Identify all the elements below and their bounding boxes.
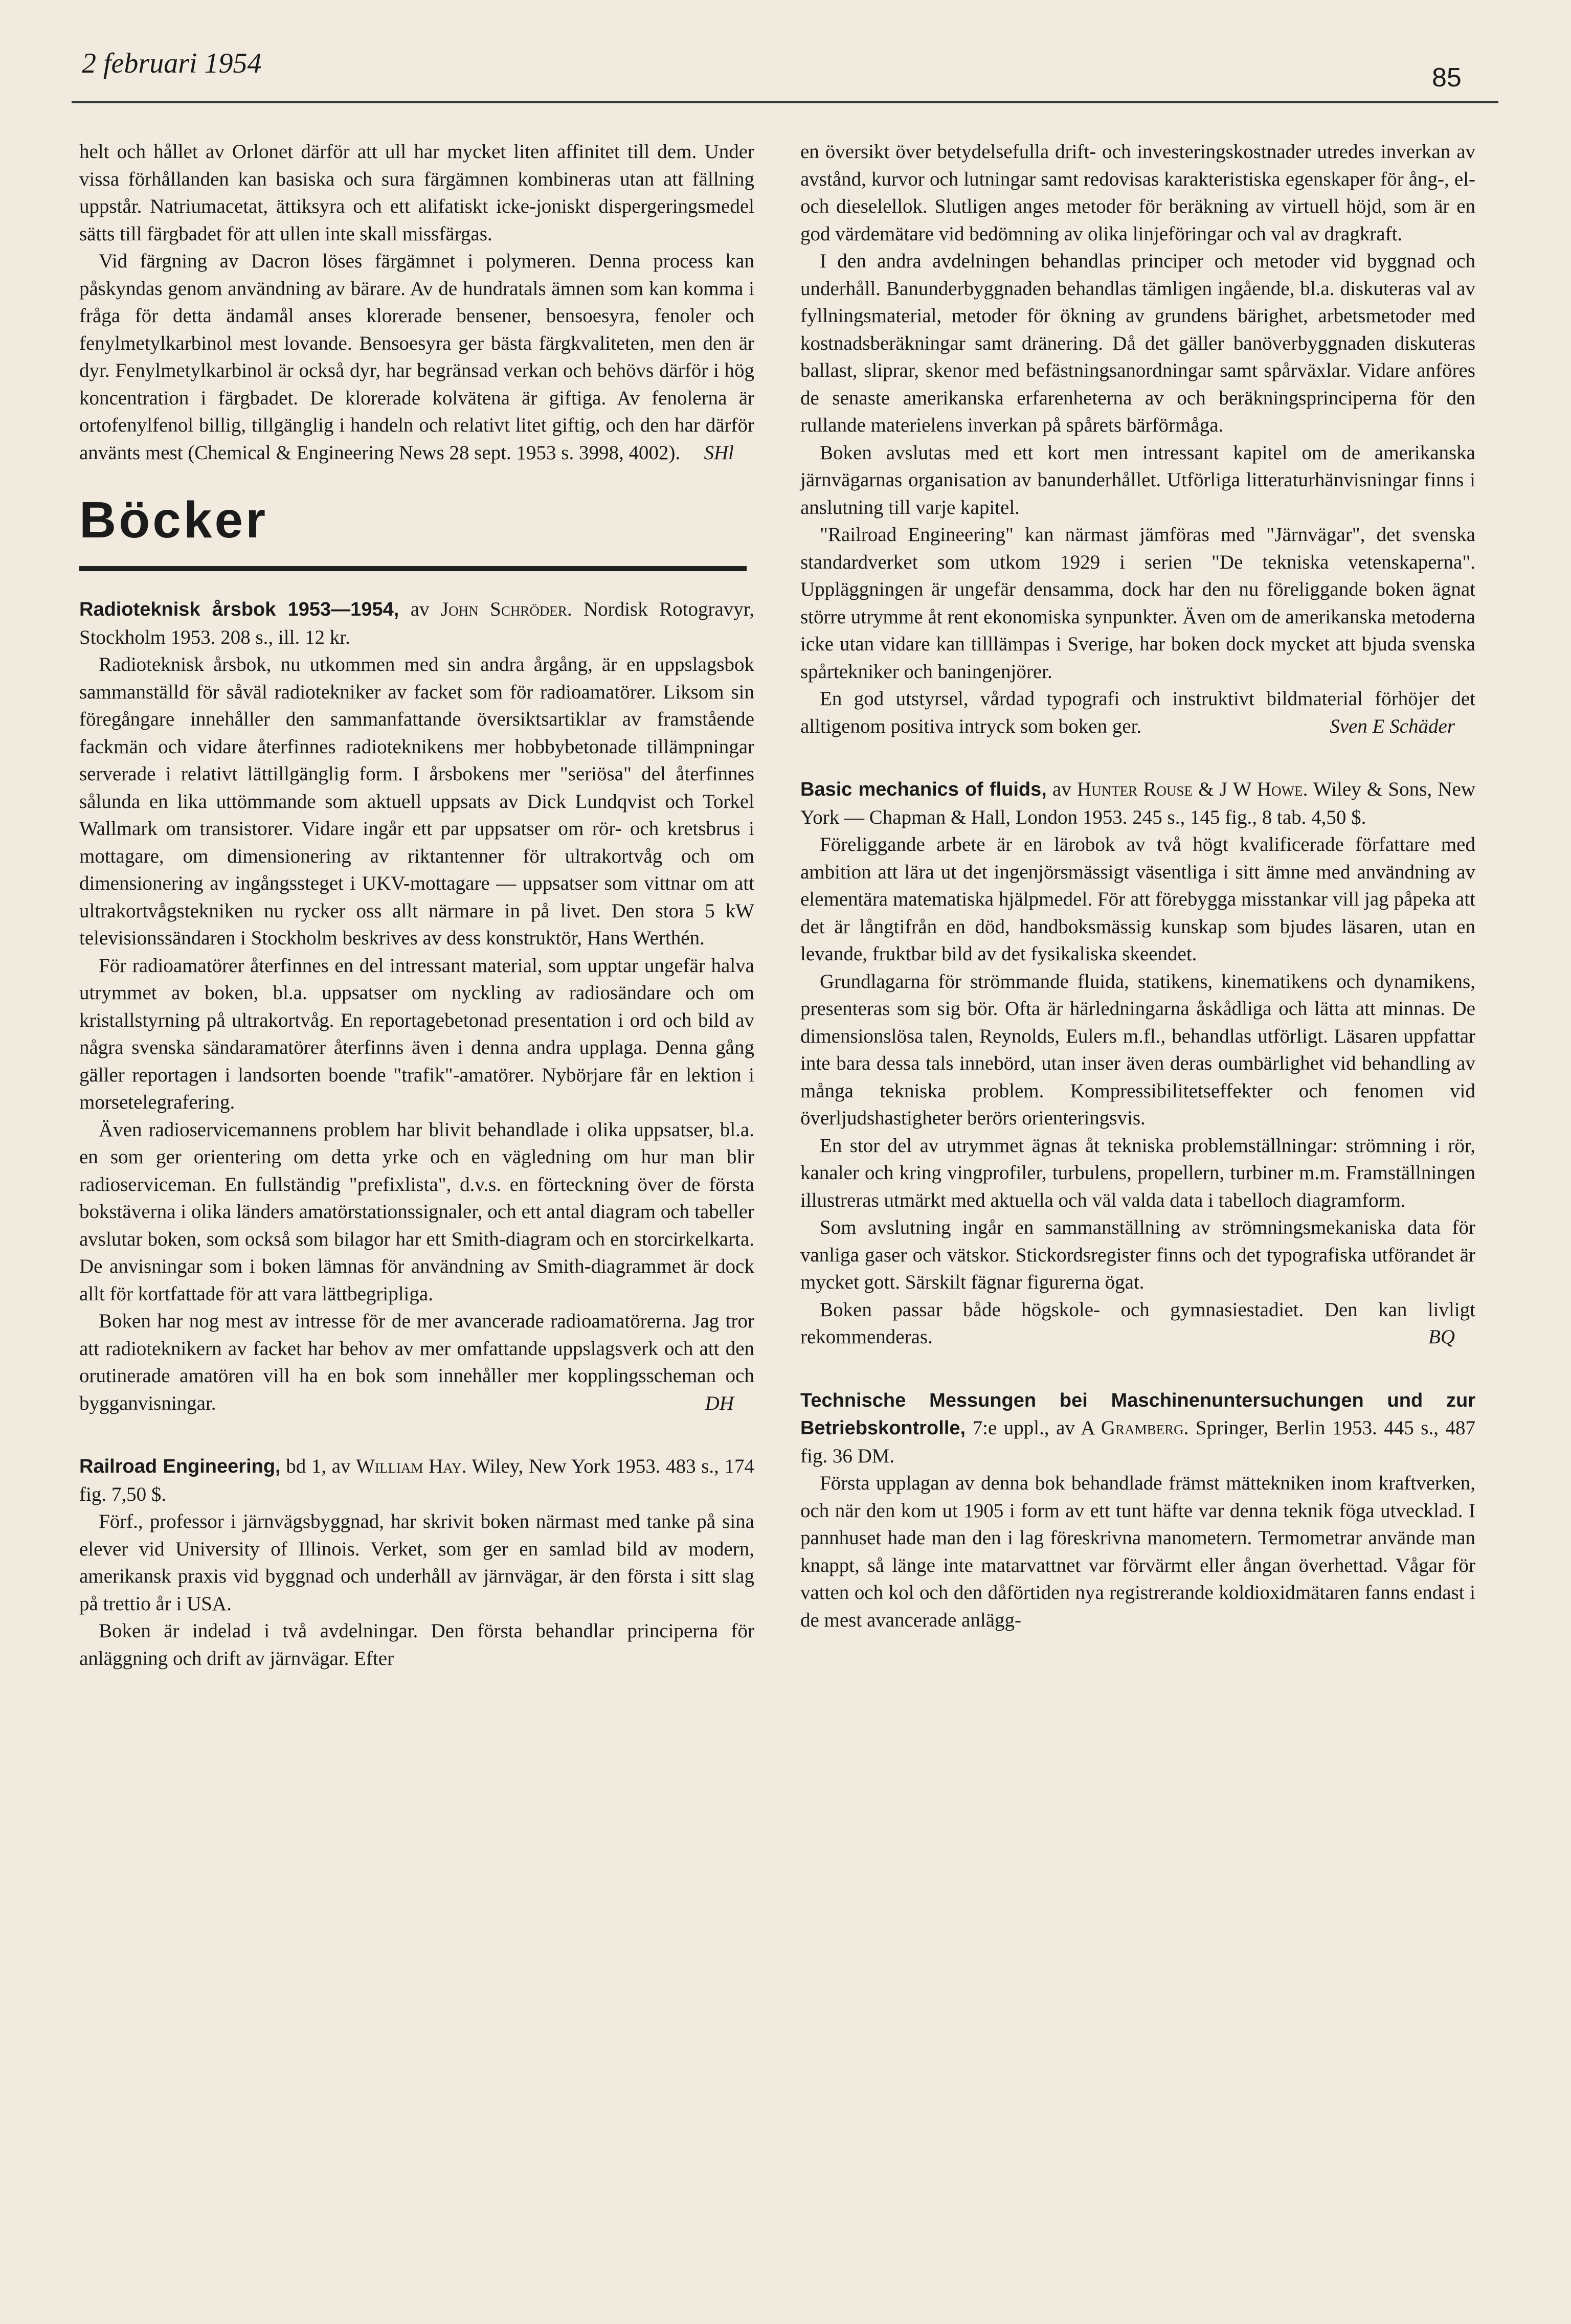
page-number: 85: [1432, 63, 1462, 93]
review-paragraph: Grundlagarna för strömmande fluida, statikens, kinematikens och dynamikens, presenteras som sig bör. Ofta är härledningarna åskådliga och lätta att minnas. De dimensionslösa talen, Reynolds, Eulers m.fl., behandlas utförligt. Läsaren uppfattar inte bara dessa tals innebörd, utan inser även deras oumbärlighet vid behandling av många tekniska problem. Kompressibilitetseffekter och fenomen vid överljudshastigheter berörs orienteringsvis.: [800, 970, 1475, 1129]
paragraph-text: Boken har nog mest av intresse för de mer avancerade radioamatörerna. Jag tror att radioteknikern av facket har behov av mer omfattande uppslagsverk och att den orutinerade amatören vill ha en bok som innehåller mer kopplingsscheman och bygganvisningar.: [79, 1310, 754, 1414]
intro-paragraph: helt och hållet av Orlonet därför att ull har mycket liten affinitet till dem. Under vissa förhållanden kan basiska och sura färgämnen kombineras utan att fällning uppstår. Natriumacetat, ättiksyra och ett alifatiskt icke-joniskt dispergeringsmedel sätts till färgbadet för att ullen inte skall missfärgas.: [79, 141, 754, 245]
review-paragraph: Även radioservicemannens problem har blivit behandlade i olika uppsatser, bl.a. en som ger orientering om detta yrke och en vägledning om hur man blir radioserviceman. En fullständig "prefixlista", d.v.s. en förteckning över de första bokstäverna i olika länders amatörstationssignaler, och ett antal diagram och tabeller avslutar boken, som också som bilagor har ett Smith-diagram och en storcirkelkarta. De anvisningar som i boken lämnas för användning av Smith-diagrammet är dock allt för kortfattade för att vara lättbegripliga.: [79, 1118, 754, 1305]
review-paragraph: Förf., professor i järnvägsbyggnad, har skrivit boken närmast med tanke på sina elever vid University of Illinois. Verket, som ger en samlad bild av modern, amerikansk praxis vid byggnad och underhåll av järnvägar, är den första i sitt slag på trettio år i USA.: [79, 1510, 754, 1615]
header-rule: [72, 101, 1498, 103]
review-paragraph: För radioamatörer återfinnes en del intressant material, som upptar ungefär halva utrymmet av boken, bl.a. uppsatser om nyckling av radiosändare och om kristallstyrning på ultrakortvåg. En reportagebetonad presentation i ord och bild av några svenska sändaramatörer återfinns även i denna andra upplaga. Denna gång gäller reportagen i landsorten boende "trafik"-amatörer. Nybörjare får en lektion i morsetelegrafering.: [79, 954, 754, 1113]
book-edition: 7:e uppl., av A: [966, 1417, 1101, 1439]
book-details: . Springer, Berlin 1953. 445 s., 487 fig. 36 DM.: [800, 1417, 1475, 1467]
book-details: . Wiley, New York 1953. 483 s., 174 fig. 7,50 $.: [79, 1455, 754, 1505]
review-paragraph: en översikt över betydelsefulla drift- och investeringskostnader utredes inverkan av avstånd, kurvor och lutningar samt redovisas karakteristiska egenskaper för ång-, el- och dieselellok. Slutligen anges metoder för beräkning av virtuell höjd, som är en god värdemätare vid bedömning av olika linjeföringar och val av dragkraft.: [800, 141, 1475, 245]
book-by: av: [1046, 778, 1078, 800]
review-paragraph: En stor del av utrymmet ägnas åt tekniska problemställningar: strömning i rör, kanaler och kring vingprofiler, turbulens, propellern, turbiner m.m. Framställningen illustreras utmärkt med aktuella och väl valda data i tabelloch diagramform.: [800, 1134, 1475, 1211]
review-paragraph: I den andra avdelningen behandlas principer och metoder vid byggnad och underhåll. Banunderbyggnaden behandlas tämligen ingående, bl.a. diskuteras val av fyllningsmaterial, metoder för ökning av grundens bärighet, arbetsmetoder med kostnadsberäkningar samt dränering. Då det gäller banöverbyggnaden diskuteras ballast, sliprar, skenor med befästningsanordningar samt spårväxlar. Vidare anföres de senaste amerikanska erfarenheterna av och beräkningsprinciperna för den rullande materielens inverkan på spårets bärförmåga.: [800, 250, 1475, 436]
paragraph-text: Vid färgning av Dacron löses färgämnet i polymeren. Denna process kan påskyndas genom användning av bärare. Av de hundratals ämnen som kan komma i fråga för detta ändamål anses klorerade bensener, bensoesyra, fenoler och fenylmetylkarbinol mest lovande. Bensoesyra ger bästa färgkvaliteten, men den är dyr. Fenylmetylkarbinol är också dyr, har begränsad verkan och behövs därför i hög koncentration i färgbadet. De klorerade kolvätena är giftiga. Av fenolerna är ortofenylfenol billig, tillgänglig i handeln och relativt litet giftig, och den har därför använts mest (Chemical & Engineering News 28 sept. 1953 s. 3998, 4002).: [79, 250, 754, 464]
page-date: 2 februari 1954: [82, 48, 262, 79]
paragraph-text: Boken passar både högskole- och gymnasiestadiet. Den kan livligt rekommenderas.: [800, 1298, 1475, 1348]
section-rule: [79, 566, 747, 571]
book-heading: [79, 1453, 754, 1508]
book-details: . Wiley & Sons, New York — Chapman & Hall, London 1953. 245 s., 145 fig., 8 tab. 4,50 $.: [800, 778, 1475, 828]
right-column: [800, 138, 1475, 1634]
book-details: . Nordisk Rotogravyr, Stockholm 1953. 208 s., ill. 12 kr.: [79, 598, 754, 648]
review-paragraph: Föreliggande arbete är en lärobok av två högt kvalificerade författare med ambition att lära ut det ingenjörsmässigt väsentliga i sitt ämne med användning av elementära matematiska hjälpmedel. För att förebygga misstankar vill jag påpeka att det är långtifrån en död, handboksmässig kunskap som bjudes läsaren, utan en levande, fruktbar bild av det fysikaliska skeendet.: [800, 833, 1475, 965]
review-paragraph: Boken avslutas med ett kort men intressant kapitel om de amerikanska järnvägarnas organisation av banunderhållet. Utförliga litteraturhänvisningar finns i anslutning till varje kapitel.: [800, 441, 1475, 518]
signature: SHl: [704, 441, 734, 464]
review-paragraph: Som avslutning ingår en sammanställning av strömningsmekaniska data för vanliga gaser och vätskor. Stickordsregister finns och det typografiska utförandet är mycket gott. Särskilt fägnar figurerna ögat.: [800, 1216, 1475, 1293]
book-title: Railroad Engineering,: [79, 1456, 281, 1477]
intro-paragraph: [79, 247, 754, 466]
book-title: Radioteknisk årsbok 1953—1954,: [79, 599, 399, 620]
left-column: [79, 138, 754, 1672]
review-paragraph: "Railroad Engineering" kan närmast jämföras med "Järnvägar", det svenska standardverket som utkom 1929 i serien "De tekniska vetenskaperna". Uppläggningen är ungefär densamma, dock har den nu föreliggande boken ägnat större utrymme åt rent ekonomiska synpunkter. Även om de amerikanska metoderna icke utan vidare kan tilllämpas i Sverige, har boken dock mycket att bjuda svenska spårtekniker och baningenjörer.: [800, 524, 1475, 683]
review-paragraph: [800, 685, 1475, 740]
book-author: Gramberg: [1101, 1417, 1184, 1439]
book-title: Technische Messungen bei Maschinenuntersuchungen und zur Betriebskontrolle,: [800, 1389, 1475, 1439]
review-paragraph: Första upplagan av denna bok behandlade främst mättekniken inom kraftverken, och när den kom ut 1905 i form av ett tunt häfte var denna teknik föga utvecklad. I pannhuset hade man den i lag föreskrivna manometern. Termometrar använde man knappt, så länge inte matarvattnet var förvärmt eller ångan överhettad. Vågar för vatten och kol och den dåförtiden nya registrerande koldioxidmätaren fanns endast i de mest avancerade anlägg-: [800, 1472, 1475, 1631]
book-heading: [800, 776, 1475, 831]
review-paragraph: [800, 1296, 1475, 1351]
signature: BQ: [1428, 1326, 1455, 1348]
signature: Sven E Schäder: [1330, 715, 1455, 737]
paragraph-text: En god utstyrsel, vårdad typografi och instruktivt bildmaterial förhöjer det alltigenom positiva intryck som boken ger.: [800, 688, 1475, 737]
book-heading: [79, 596, 754, 651]
review-paragraph: Boken är indelad i två avdelningar. Den första behandlar principerna för anläggning och drift av järnvägar. Efter: [79, 1620, 754, 1669]
section-title: Böcker: [79, 491, 268, 549]
book-author: William Hay: [356, 1455, 462, 1477]
book-author: Hunter Rouse & J W Howe: [1077, 778, 1303, 800]
book-volume: bd 1, av: [280, 1455, 356, 1477]
book-author: John Schröder: [441, 598, 567, 620]
review-paragraph: [79, 1307, 754, 1417]
book-by: av: [399, 598, 441, 620]
book-title: Basic mechanics of fluids,: [800, 779, 1047, 800]
book-heading: [800, 1387, 1475, 1470]
review-paragraph: Radioteknisk årsbok, nu utkommen med sin andra årgång, är en uppslagsbok sammanställd för såväl radiotekniker av facket som för radioamatörer. Liksom sin föregångare innehåller den sammanfattande översiktsartiklar av framstående fackmän och vidare återfinnes radioteknikens mer hobbybetonade tillämpningar serverade i relativt lättillgänglig form. I årsbokens mer "seriösa" del återfinnes sålunda en lika uttömmande som aktuell uppsats av Dick Lundqvist och Torkel Wallmark om transistorer. Vidare ingår ett par uppsatser om rör- och kretsbrus i mottagare, om dimensionering av riktantenner för ultrakortvåg och om dimensionering av ingångssteget i UKV-mottagare — uppsatser som vittnar om att ultrakortvågstekniken nu rycker oss allt närmare in på livet. Den stora 5 kW televisionssändaren i Stockholm beskrives av dess konstruktör, Hans Werthén.: [79, 653, 754, 949]
signature: DH: [705, 1392, 734, 1414]
